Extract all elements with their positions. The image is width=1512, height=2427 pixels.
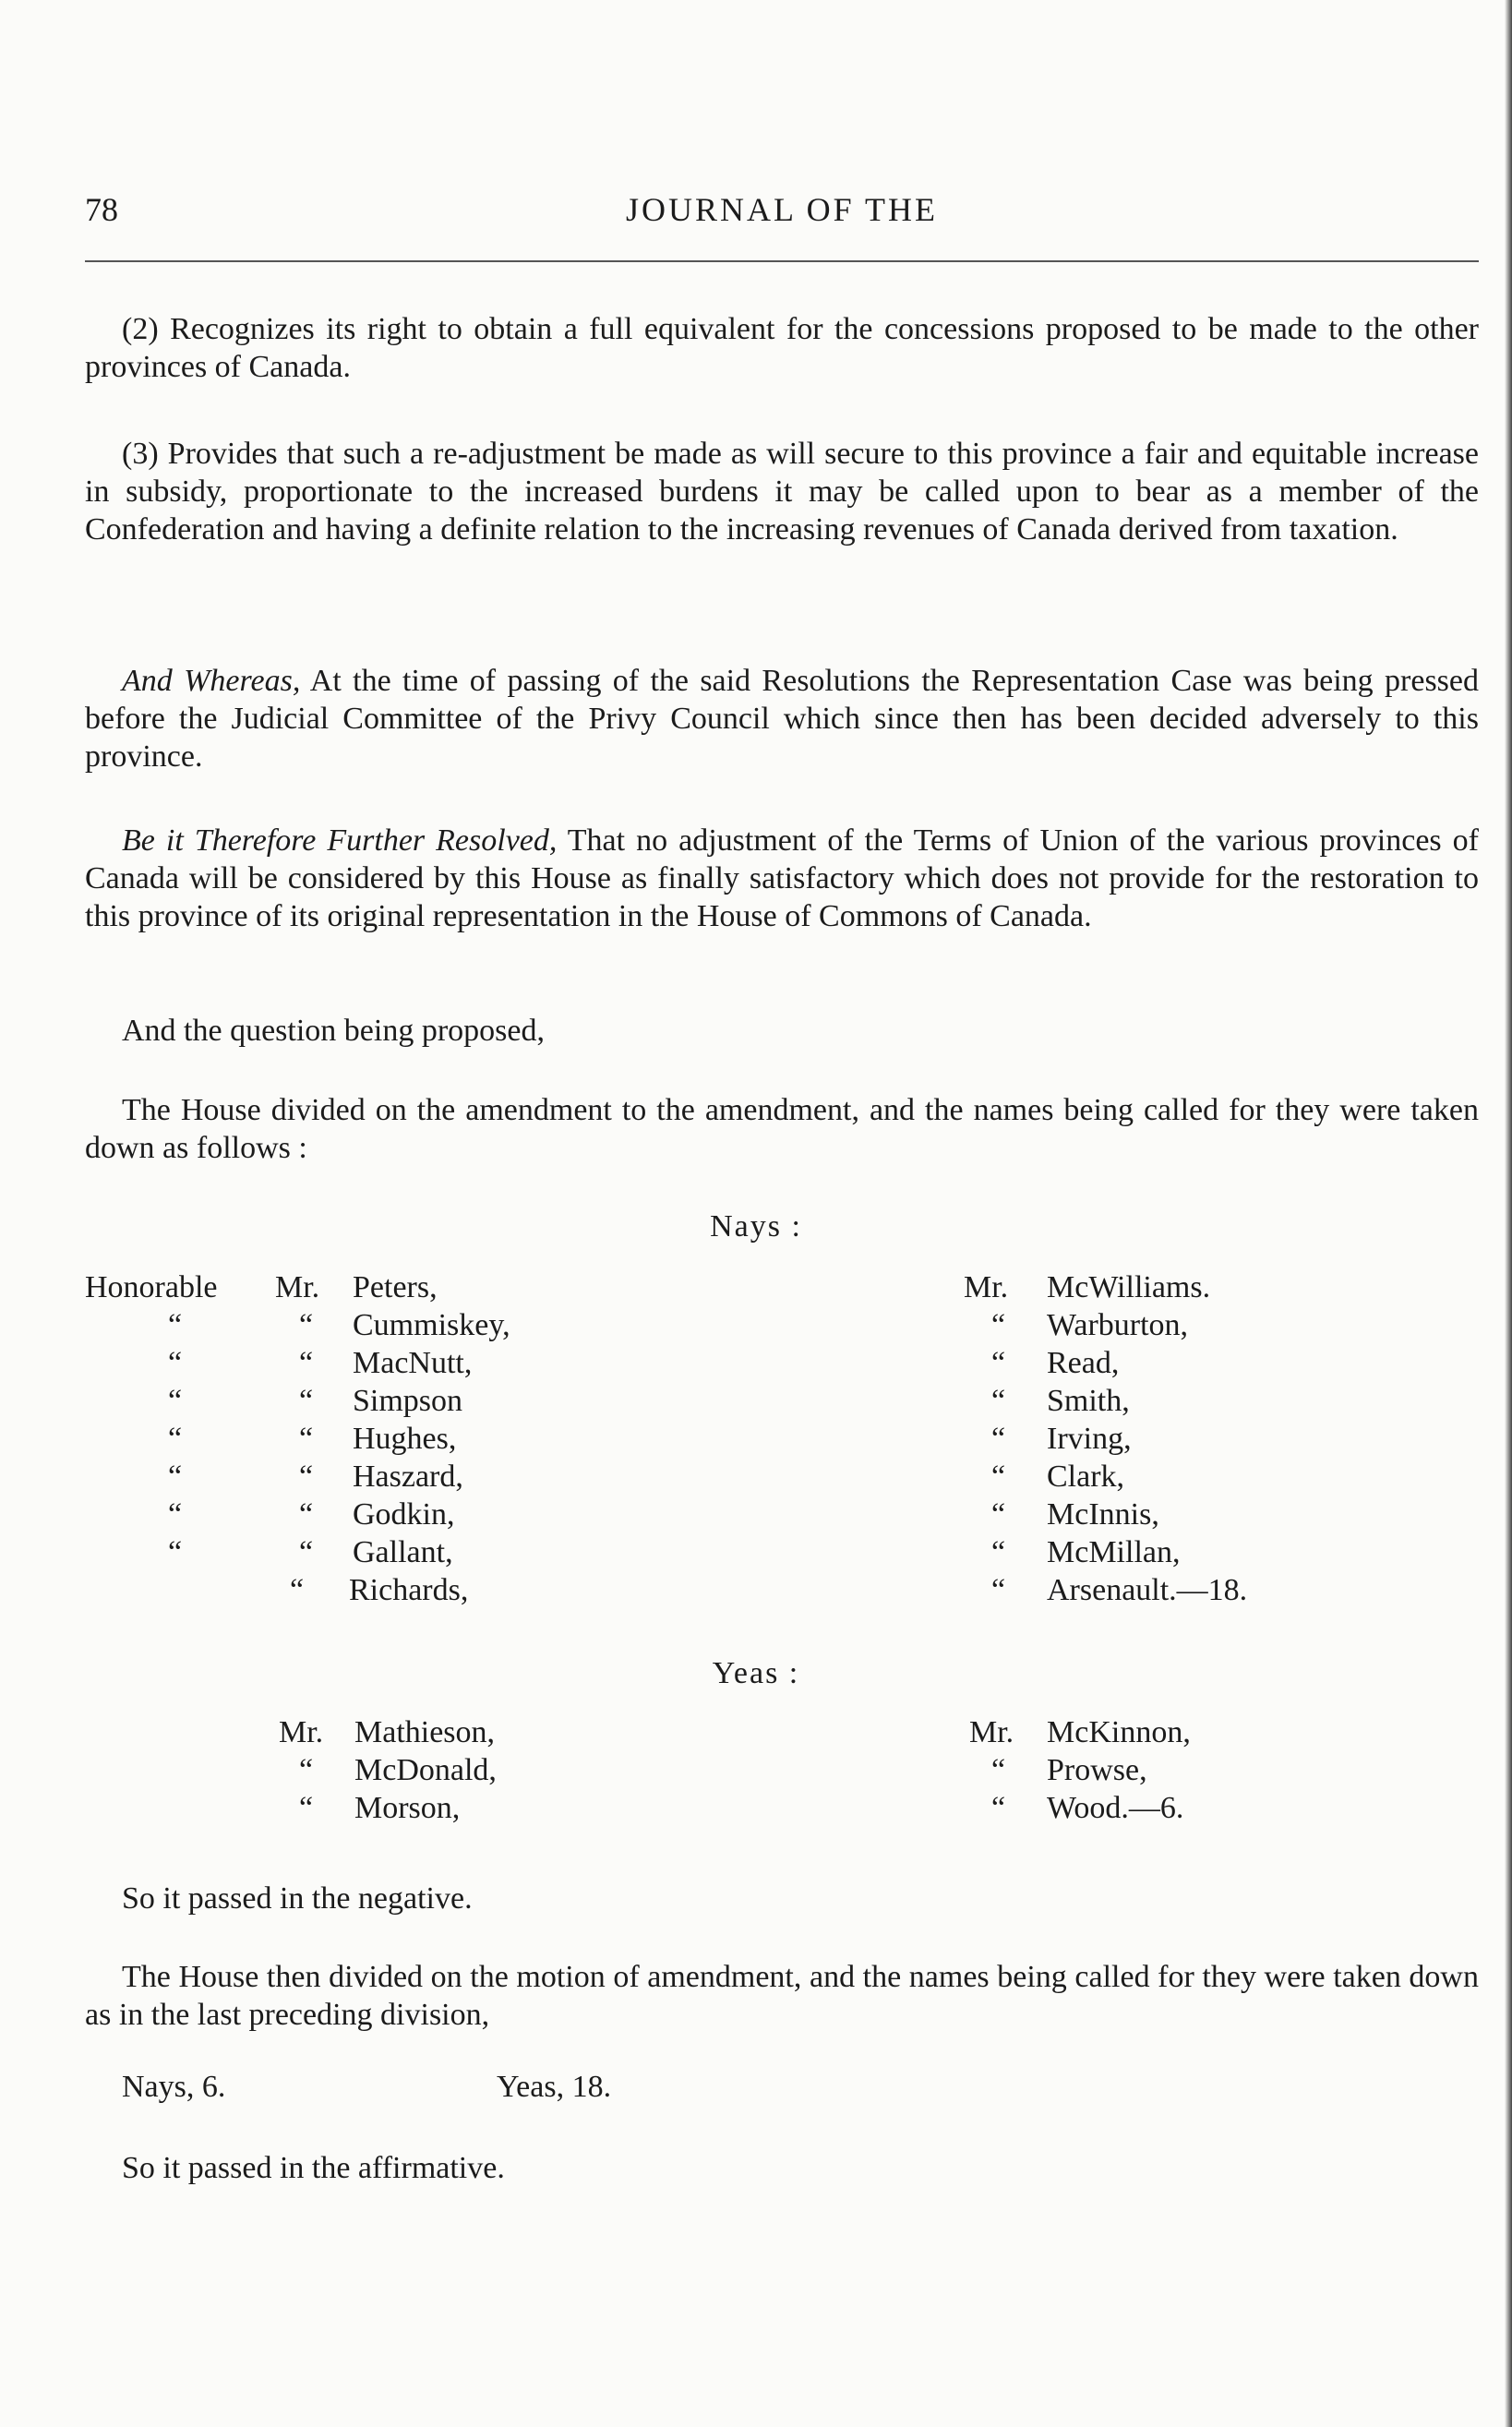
- vote-title: “: [290, 1573, 305, 1607]
- paragraph-whereas: [85, 662, 1479, 775]
- resolved-lead: Be it Therefore Further Resolved,: [122, 823, 558, 858]
- vote-title: Mr.: [964, 1270, 1009, 1304]
- paragraph-recognizes: (2) Recognizes its right to obtain a full equivalent for the concessions proposed to be made to the other provinces of Canada.: [85, 312, 1479, 384]
- vote-row: [969, 1789, 1431, 1827]
- vote-row: [964, 1306, 1444, 1344]
- vote-title: “: [299, 1753, 314, 1787]
- vote-title: Mr.: [969, 1715, 1014, 1749]
- vote-row: [964, 1496, 1444, 1533]
- paragraph-then-divided: The House then divided on the motion of amendment, and the names being called for they were taken down as in the last preceding division,: [85, 1960, 1479, 2032]
- yeas-heading: Yeas :: [712, 1656, 800, 1690]
- vote-row: [964, 1458, 1444, 1496]
- vote-prefix: “: [168, 1308, 183, 1342]
- yeas-right-list: [969, 1713, 1431, 1827]
- yeas-left-list: [279, 1713, 740, 1827]
- vote-name: Hughes,: [353, 1422, 457, 1456]
- vote-row: [85, 1306, 639, 1344]
- paragraph-resolved: [85, 822, 1479, 935]
- vote-name: Simpson: [353, 1384, 463, 1418]
- paragraph-divided: The House divided on the amendment to the amendment, and the names being called for they were taken down as follows :: [85, 1093, 1479, 1165]
- paragraph-question: And the question being proposed,: [122, 1014, 545, 1048]
- vote-prefix: “: [168, 1497, 183, 1532]
- page-header: [85, 190, 1479, 236]
- vote-title: “: [991, 1422, 1006, 1456]
- vote-prefix: “: [168, 1460, 183, 1494]
- vote-title: Mr.: [279, 1715, 324, 1749]
- vote-title: “: [299, 1308, 314, 1342]
- vote-prefix: Honorable: [85, 1270, 218, 1304]
- vote-row: [964, 1268, 1444, 1306]
- page-number: 78: [85, 191, 118, 228]
- vote-name: Warburton,: [1047, 1308, 1189, 1342]
- vote-row: [85, 1496, 639, 1533]
- vote-prefix: “: [168, 1384, 183, 1418]
- vote-title: Mr.: [275, 1270, 320, 1304]
- vote-name: McInnis,: [1047, 1497, 1159, 1532]
- vote-row: [85, 1571, 639, 1609]
- vote-name: Mathieson,: [354, 1715, 496, 1749]
- vote-title: “: [299, 1791, 314, 1825]
- vote-row: [85, 1344, 639, 1382]
- vote-name: Read,: [1047, 1346, 1120, 1380]
- vote-name: McKinnon,: [1047, 1715, 1191, 1749]
- running-head: JOURNAL OF THE: [625, 191, 938, 228]
- vote-row: [969, 1713, 1431, 1751]
- vote-name: Godkin,: [353, 1497, 455, 1532]
- nays-left-list: [85, 1268, 639, 1609]
- whereas-text: At the time of passing of the said Resolutions the Representation Case was being pressed before the Judicial Committee of the Privy Council which since then has been decided adversely to this province.: [85, 664, 1479, 774]
- vote-row: [85, 1268, 639, 1306]
- vote-title: “: [991, 1460, 1006, 1494]
- paragraph-negative: So it passed in the negative.: [122, 1881, 473, 1916]
- vote-row: [85, 1458, 639, 1496]
- vote-row: [279, 1751, 740, 1789]
- vote-name: Haszard,: [353, 1460, 463, 1494]
- vote-row: [969, 1751, 1431, 1789]
- vote-row: [964, 1533, 1444, 1571]
- vote-name: McWilliams.: [1047, 1270, 1211, 1304]
- vote-row: [964, 1344, 1444, 1382]
- nays-heading: Nays :: [710, 1209, 802, 1244]
- vote-row: [85, 1382, 639, 1420]
- vote-prefix: “: [168, 1422, 183, 1456]
- paragraph-provides: (3) Provides that such a re-adjustment be made as will secure to this province a fair and equitable increase in subsidy, proportionate to the increased burdens it may be called upon to bear as a member of the Confederation and having a definite relation to the increasing revenues of Canada derived from taxation.: [85, 437, 1479, 547]
- vote-row: [85, 1420, 639, 1458]
- vote-row: [279, 1713, 740, 1751]
- vote-row: [964, 1382, 1444, 1420]
- vote-name: Cummiskey,: [353, 1308, 510, 1342]
- vote-prefix: “: [168, 1535, 183, 1569]
- vote-name: Arsenault.—18.: [1047, 1573, 1248, 1607]
- whereas-lead: And Whereas,: [122, 664, 301, 698]
- vote-title: “: [299, 1384, 314, 1418]
- vote-row: [279, 1789, 740, 1827]
- vote-name: Morson,: [354, 1791, 461, 1825]
- vote-title: “: [991, 1573, 1006, 1607]
- vote-name: McDonald,: [354, 1753, 497, 1787]
- vote-title: “: [299, 1346, 314, 1380]
- vote-prefix: “: [168, 1346, 183, 1380]
- vote-name: Irving,: [1047, 1422, 1132, 1456]
- vote-name: Richards,: [349, 1573, 469, 1607]
- paragraph-affirmative: So it passed in the affirmative.: [122, 2151, 505, 2185]
- tally-yeas: Yeas, 18.: [497, 2070, 612, 2104]
- tally-nays: Nays, 6.: [122, 2070, 226, 2104]
- vote-name: Clark,: [1047, 1460, 1125, 1494]
- vote-title: “: [991, 1753, 1006, 1787]
- vote-title: “: [991, 1346, 1006, 1380]
- vote-title: “: [991, 1308, 1006, 1342]
- vote-name: Smith,: [1047, 1384, 1130, 1418]
- vote-title: “: [991, 1497, 1006, 1532]
- vote-row: [85, 1533, 639, 1571]
- vote-title: “: [299, 1460, 314, 1494]
- vote-title: “: [299, 1535, 314, 1569]
- nays-right-list: [964, 1268, 1444, 1609]
- vote-row: [964, 1420, 1444, 1458]
- vote-name: Gallant,: [353, 1535, 453, 1569]
- vote-name: Prowse,: [1047, 1753, 1147, 1787]
- vote-row: [964, 1571, 1444, 1609]
- vote-title: “: [299, 1497, 314, 1532]
- vote-name: MacNutt,: [353, 1346, 473, 1380]
- vote-title: “: [299, 1422, 314, 1456]
- vote-title: “: [991, 1535, 1006, 1569]
- vote-title: “: [991, 1384, 1006, 1418]
- header-rule: [85, 260, 1479, 262]
- resolved-text: That no adjustment of the Terms of Union of the various provinces of Canada will be considered by this House as finally satisfactory which does not provide for the restoration to this province of its original representation in the House of Commons of Canada.: [85, 823, 1479, 933]
- vote-title: “: [991, 1791, 1006, 1825]
- vote-name: Wood.—6.: [1047, 1791, 1184, 1825]
- vote-name: Peters,: [353, 1270, 438, 1304]
- vote-name: McMillan,: [1047, 1535, 1181, 1569]
